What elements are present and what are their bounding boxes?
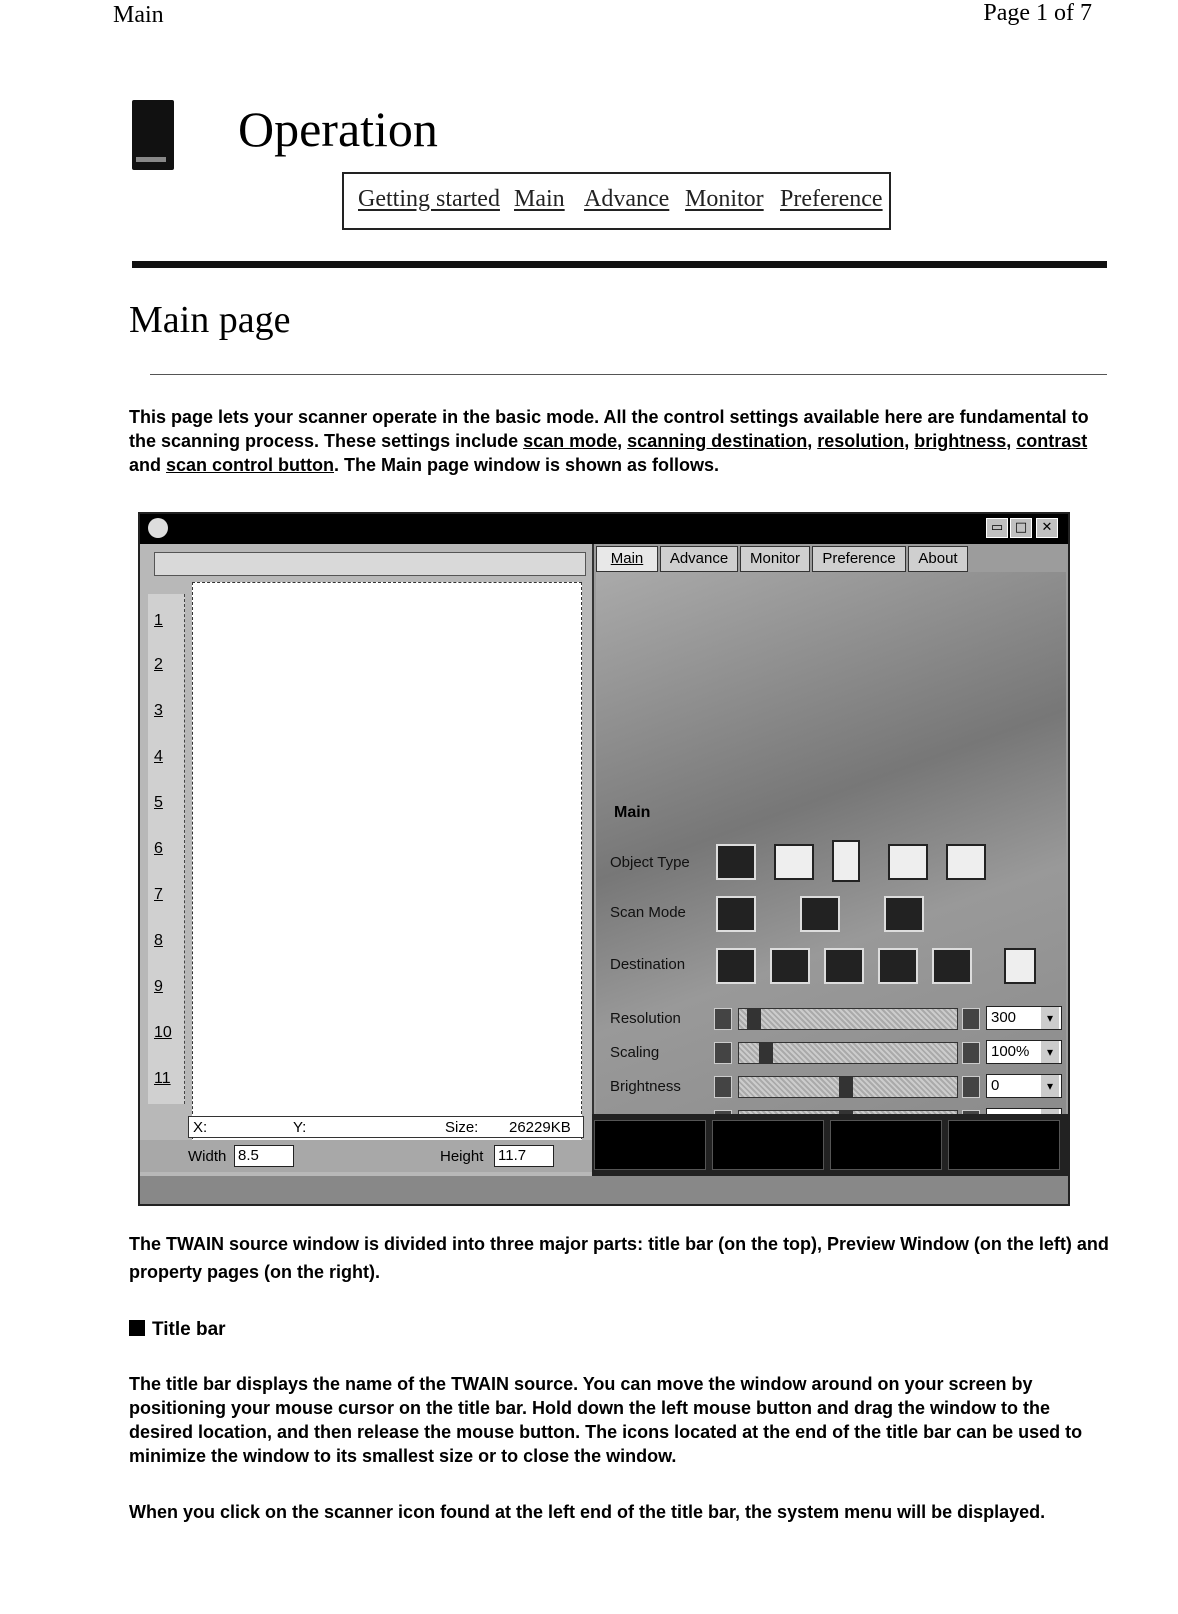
brightness-select[interactable]: 0 ▾ <box>986 1074 1062 1098</box>
link-contrast[interactable]: contrast <box>1016 431 1088 451</box>
main-tab-body <box>596 572 1066 1172</box>
book-icon <box>132 100 174 170</box>
resolution-label: Resolution <box>610 1010 681 1027</box>
property-pages <box>592 544 1068 1176</box>
link-resolution[interactable]: resolution <box>817 431 905 451</box>
resolution-slider[interactable] <box>738 1008 958 1030</box>
nav-link-getting-started[interactable]: Getting started <box>358 186 500 212</box>
ruler-number: 9 <box>154 978 163 995</box>
page-number: Page 1 of 7 <box>983 0 1092 26</box>
help-button[interactable] <box>830 1120 942 1170</box>
brightness-decrease-button[interactable] <box>714 1076 732 1098</box>
ruler-number: 11 <box>154 1070 171 1087</box>
scan-mode-gray-icon[interactable] <box>800 896 840 932</box>
title-bar-paragraph: The title bar displays the name of the TWAIN source. You can move the window around on your screen by positioning your mouse cursor on the title bar. Hold down the left mouse button and drag the window to the desired location, and then release the mouse button. The icons located at the end of the title bar can be used to minimize the window to its smallest size or to close the window. <box>129 1374 1083 1466</box>
destination-printer-icon[interactable] <box>770 948 810 984</box>
chapter-nav <box>342 172 891 230</box>
scaling-increase-button[interactable] <box>962 1042 980 1064</box>
tab-preference[interactable]: Preference <box>812 546 906 572</box>
system-menu-paragraph: When you click on the scanner icon found at the left end of the title bar, the system menu will be displayed. <box>129 1502 1046 1522</box>
ruler-number: 6 <box>154 840 163 857</box>
scan-mode-bw-icon[interactable] <box>884 896 924 932</box>
scanner-icon[interactable] <box>148 518 168 538</box>
twain-window-screenshot <box>138 512 1070 1206</box>
scaling-select[interactable]: 100% ▾ <box>986 1040 1062 1064</box>
destination-file-icon[interactable] <box>1004 948 1036 984</box>
ruler-number: 3 <box>154 702 163 719</box>
destination-ocr-icon[interactable] <box>932 948 972 984</box>
title-bar-heading: Title bar <box>152 1319 226 1340</box>
nav-link-main[interactable]: Main <box>514 186 565 212</box>
scaling-thumb[interactable] <box>759 1043 773 1063</box>
scan-button[interactable] <box>712 1120 824 1170</box>
brightness-slider[interactable] <box>738 1076 958 1098</box>
ruler-number: 8 <box>154 932 163 949</box>
brightness-increase-button[interactable] <box>962 1076 980 1098</box>
scaling-slider[interactable] <box>738 1042 958 1064</box>
tab-about[interactable]: About <box>908 546 968 572</box>
destination-label: Destination <box>610 956 686 973</box>
main-group-label: Main <box>614 804 651 821</box>
link-scanning-destination[interactable]: scanning destination <box>627 431 808 451</box>
ruler-number: 10 <box>154 1024 172 1041</box>
object-type-photo-icon[interactable] <box>716 844 756 880</box>
y-coord-label: Y: <box>293 1119 307 1136</box>
tab-advance[interactable]: Advance <box>660 546 738 572</box>
destination-screen-icon[interactable] <box>716 948 756 984</box>
destination-fax-icon[interactable] <box>824 948 864 984</box>
left-ruler <box>148 594 185 1104</box>
link-scan-mode[interactable]: scan mode <box>523 431 618 451</box>
divider-thick <box>132 261 1107 268</box>
tab-monitor[interactable]: Monitor <box>740 546 810 572</box>
ruler-number: 5 <box>154 794 163 811</box>
size-value: 26229KB <box>509 1119 571 1136</box>
tab-main[interactable]: Main <box>596 546 658 572</box>
preview-area[interactable] <box>192 582 582 1144</box>
preview-pane <box>140 544 592 1176</box>
square-bullet-icon <box>129 1320 145 1336</box>
dimension-bar <box>140 1140 592 1172</box>
nav-link-advance[interactable]: Advance <box>584 186 670 212</box>
section-title: Main page <box>129 299 291 341</box>
resolution-select[interactable]: 300 ▾ <box>986 1006 1062 1030</box>
resolution-increase-button[interactable] <box>962 1008 980 1030</box>
maximize-button[interactable]: □ <box>1010 518 1032 538</box>
x-coord-label: X: <box>193 1119 208 1136</box>
preview-button[interactable] <box>594 1120 706 1170</box>
ruler-number: 1 <box>154 612 163 629</box>
scan-mode-color-icon[interactable] <box>716 896 756 932</box>
width-field[interactable]: 8.5 <box>234 1145 294 1167</box>
object-type-document-icon[interactable] <box>774 844 814 880</box>
window-title-bar[interactable] <box>140 514 1068 544</box>
link-brightness[interactable]: brightness <box>914 431 1007 451</box>
object-type-text-icon[interactable] <box>946 844 986 880</box>
ruler-number: 4 <box>154 748 163 765</box>
window-parts-paragraph: The TWAIN source window is divided into three major parts: title bar (on the top), Preview Window (on the left) and property pages (on the right). <box>129 1234 1109 1282</box>
top-ruler-toolbar[interactable] <box>154 552 586 576</box>
chapter-title: Operation <box>238 101 438 157</box>
intro-paragraph: This page lets your scanner operate in the basic mode. All the control settings available here are fundamental to the scanning process. These settings include scan mode, scanning destination, resolution, brightness, contrast and scan control button. The Main page window is shown as follows. <box>129 407 1089 475</box>
height-field[interactable]: 11.7 <box>494 1145 554 1167</box>
scan-control-buttons <box>592 1114 1068 1176</box>
minimize-button[interactable]: ▭ <box>986 518 1008 538</box>
close-button[interactable]: ✕ <box>1036 518 1058 538</box>
object-type-page-icon[interactable] <box>832 840 860 882</box>
size-label: Size: <box>445 1119 479 1136</box>
ruler-number: 7 <box>154 886 163 903</box>
resolution-decrease-button[interactable] <box>714 1008 732 1030</box>
status-bar <box>188 1116 584 1138</box>
resolution-thumb[interactable] <box>747 1009 761 1029</box>
object-type-magazine-icon[interactable] <box>888 844 928 880</box>
divider-thin <box>150 374 1107 375</box>
object-type-label: Object Type <box>610 854 690 871</box>
brightness-thumb[interactable] <box>839 1077 853 1097</box>
exit-button[interactable] <box>948 1120 1060 1170</box>
scan-mode-label: Scan Mode <box>610 904 686 921</box>
page-header-left: Main <box>113 2 164 28</box>
link-scan-control-button[interactable]: scan control button <box>166 455 335 475</box>
scaling-decrease-button[interactable] <box>714 1042 732 1064</box>
destination-email-icon[interactable] <box>878 948 918 984</box>
scaling-label: Scaling <box>610 1044 660 1061</box>
brightness-label: Brightness <box>610 1078 681 1095</box>
nav-link-preference[interactable]: Preference <box>780 186 883 212</box>
nav-link-monitor[interactable]: Monitor <box>685 186 764 212</box>
width-label: Width <box>188 1148 227 1165</box>
height-label: Height <box>440 1148 484 1165</box>
ruler-number: 2 <box>154 656 163 673</box>
